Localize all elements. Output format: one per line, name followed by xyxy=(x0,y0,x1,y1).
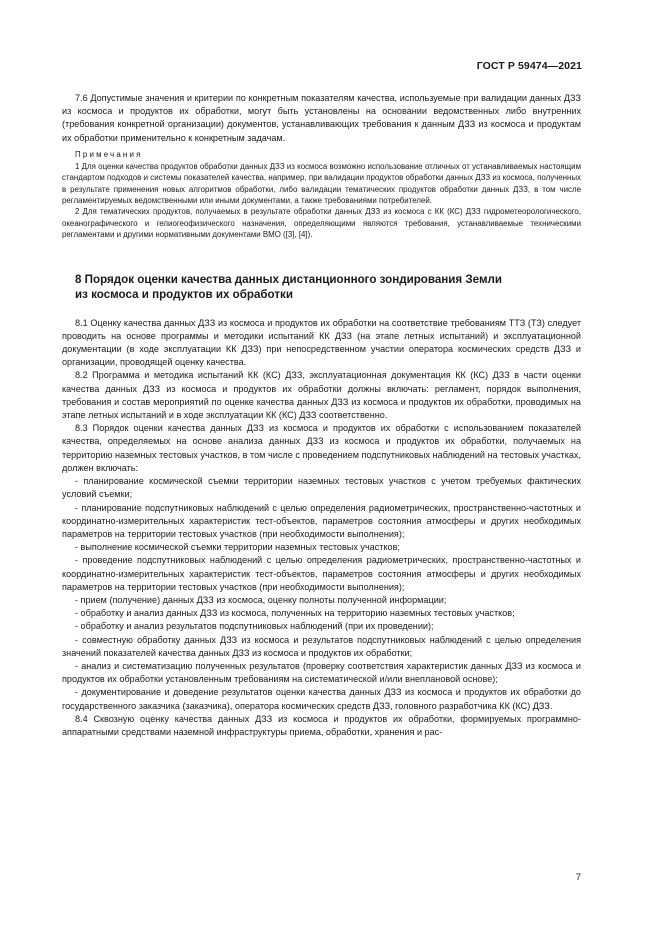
list-item: - совместную обработку данных ДЗЗ из космоса и результатов подспутниковых наблюдений с целью определения значений показателей качества данных ДЗЗ из космоса и продуктов их обработки; xyxy=(62,634,581,658)
paragraph-8-2: 8.2 Программа и методика испытаний КК (КС) ДЗЗ, эксплуатационная документация КК (КС) ДЗЗ в части оценки качества данных ДЗЗ из космоса и продуктов их обработки должны включать: регламент, порядок выполнения, требования и состав мероприятий по оценке качества данных ДЗЗ из космоса и продуктов их обработки, проводимых на этапе летных испытаний и в ходе эксплуатации КК (КС) ДЗЗ соответственно. xyxy=(62,370,581,421)
notes-block xyxy=(62,149,581,241)
paragraph-7-6: 7.6 Допустимые значения и критерии по конкретным показателям качества, используемые при валидации данных ДЗЗ из космоса и продуктов их обработки, могут быть установлены на основании ведомственных либо внутренних (требования конкретной организации) документов, устанавливающих требования к данным ДЗЗ из космоса и продуктам их обработки применительно к конкретным задачам. xyxy=(62,93,581,143)
list-item: - прием (получение) данных ДЗЗ из космоса, оценку полноты полученной информации; xyxy=(75,594,447,605)
list-item: - проведение подспутниковых наблюдений с целью определения радиометрических, пространственно-частотных и координатно-измерительных характеристик тест-объектов, параметров состояния атмосферы и других необходимых параметров на территории тестовых участков (при необходимости выполнения); xyxy=(62,555,581,592)
standard-header: ГОСТ Р 59474—2021 xyxy=(476,60,582,72)
section-8-title xyxy=(62,272,581,303)
section-8-title-line2: из космоса и продуктов их обработки xyxy=(75,288,293,302)
section-8-title-line1: 8 Порядок оценки качества данных дистанционного зондирования Земли xyxy=(75,272,503,286)
list-item: - планирование космической съемки территории наземных тестовых участков с учетом требуемых фактических условий съемки; xyxy=(62,476,581,500)
paragraph-8-4: 8.4 Сквозную оценку качества данных ДЗЗ из космоса и продуктов их обработки, формируемых программно-аппаратными средствами наземной инфраструктуры приема, обработки, хранения и рас- xyxy=(62,713,581,737)
paragraph-8-3: 8.3 Порядок оценки качества данных ДЗЗ из космоса и продуктов их обработки с использованием показателей качества, определяемых на основе анализа данных ДЗЗ из космоса и продуктов их обработки, получаемых на территорию наземных тестовых участков, в том числе с проведением подспутниковых наблюдений на тестовых участках, должен включать: xyxy=(62,423,581,473)
list-item: - планирование подспутниковых наблюдений с целью определения радиометрических, пространственно-частотных и координатно-измерительных характеристик тест-объектов, параметров состояния атмосферы и других необходимых параметров на территории тестовых участков (при необходимости выполнения); xyxy=(62,502,581,539)
list-item: - обработку и анализ данных ДЗЗ из космоса, полученных на территорию наземных тестовых участков; xyxy=(75,608,515,619)
page-body xyxy=(62,92,581,739)
notes-title: Примечания xyxy=(75,149,143,159)
page-number: 7 xyxy=(575,872,581,883)
note-1: 1 Для оценки качества продуктов обработки данных ДЗЗ из космоса возможно использование отличных от устанавливаемых настоящим стандартом подходов и системы показателей качества, например, при валидации продуктов обработки данных ДЗЗ из космоса, полученных в результате применения новых алгоритмов обработки, либо валидации тематических продуктов обработки данных ДЗЗ, в том числе регламентируемых ведомственными или иными документами, а также требованиями потребителей. xyxy=(62,161,581,206)
list-item: - документирование и доведение результатов оценки качества данных ДЗЗ из космоса и продуктов их обработки до государственного заказчика (заказчика), оператора космических средств ДЗЗ, головного разработчика КК (КС) ДЗЗ. xyxy=(62,687,581,711)
paragraph-8-1: 8.1 Оценку качества данных ДЗЗ из космоса и продуктов их обработки на соответствие требованиям ТТЗ (ТЗ) следует проводить на основе программы и методики испытаний КК ДЗЗ (на этапе летных испытаний) и эксплуатационной документации (в ходе эксплуатации КК ДЗЗ) при непосредственном участии оператора космических средств ДЗЗ и организации, проводящей оценку качества. xyxy=(62,317,581,368)
note-2: 2 Для тематических продуктов, получаемых в результате обработки данных ДЗЗ из космоса с КК (КС) ДЗЗ гидрометеорологического, океанографического и гелиогеофизического назначения, определяющими являются требования, устанавливаемые техническими регламентами и другими нормативными документами ВМО ([3], [4]). xyxy=(62,207,581,240)
list-item: - выполнение космической съемки территории наземных тестовых участков; xyxy=(75,542,400,553)
list-item: - анализ и систематизацию полученных результатов (проверку соответствия характеристик данных ДЗЗ из космоса и продуктов их обработки установленным требованиям на систематической и/или внеплановой основе); xyxy=(62,660,581,685)
list-item: - обработку и анализ результатов подспутниковых наблюдений (при их проведении); xyxy=(75,621,434,632)
